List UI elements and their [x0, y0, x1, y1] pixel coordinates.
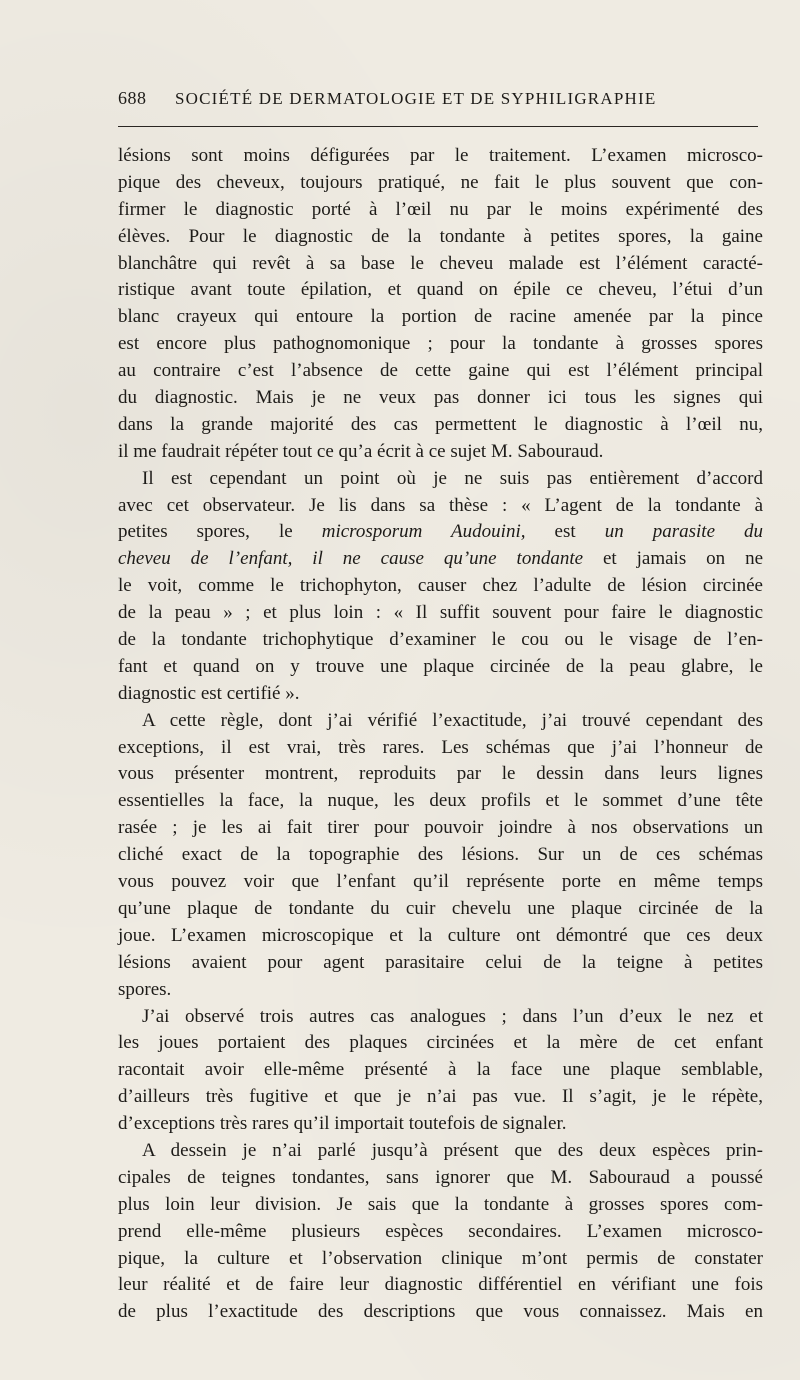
text-line: vous pouvez voir que l’enfant qu’il représente porte en même temps: [118, 871, 763, 893]
text-line: est encore plus pathognomonique ; pour la tondante à grosses spores: [118, 333, 763, 355]
text-line: ristique avant toute épilation, et quand on épile ce cheveu, l’étui d’un: [118, 279, 763, 301]
text-line: A dessein je n’ai parlé jusqu’à présent que des deux espèces prin-: [142, 1139, 763, 1161]
italic-quote: cheveu de l’enfant, il ne cause qu’une tondante: [118, 548, 584, 570]
text-line: de la tondante trichophytique d’examiner le cou ou le visage de l’en-: [118, 629, 763, 651]
text-line: Il est cependant un point où je ne suis pas entièrement d’accord: [142, 467, 763, 489]
text-line: pique des cheveux, toujours pratiqué, ne fait le plus souvent que con-: [118, 171, 763, 193]
text-line: il me faudrait répéter tout ce qu’a écrit à ce sujet M. Sabouraud.: [118, 440, 604, 462]
text-line: spores.: [118, 978, 172, 1000]
text-line: vous présenter montrent, reproduits par le dessin dans leurs lignes: [118, 763, 763, 785]
text-line: J’ai observé trois autres cas analogues ; dans l’un d’eux le nez et: [142, 1005, 763, 1027]
text-line: exceptions, il est vrai, très rares. Les schémas que j’ai l’honneur de: [118, 736, 763, 758]
text-line: lésions avaient pour agent parasitaire celui de la teigne à petites: [118, 951, 763, 973]
italic-species-name: microsporum Audouini,: [321, 521, 526, 543]
text-line-mixed: [118, 519, 763, 546]
text-line: les joues portaient des plaques circinées et la mère de cet enfant: [118, 1032, 763, 1054]
text-line: blanc crayeux qui entoure la portion de racine amenée par la pince: [118, 306, 763, 328]
text-line: leur réalité et de faire leur diagnostic différentiel en vérifiant une fois: [118, 1274, 763, 1296]
text-line: de la peau » ; et plus loin : « Il suffit souvent pour faire le diagnostic: [118, 602, 763, 624]
text-line: cliché exact de la topographie des lésions. Sur un de ces schémas: [118, 844, 763, 866]
running-title: SOCIÉTÉ DE DERMATOLOGIE ET DE SYPHILIGRAPHIE: [175, 89, 657, 108]
text-line: dans la grande majorité des cas permettent le diagnostic à l’œil nu,: [118, 413, 763, 435]
text-line: qu’une plaque de tondante du cuir chevelu une plaque circinée de la: [118, 897, 763, 919]
header-rule: [118, 126, 758, 127]
text-line: d’ailleurs très fugitive et que je n’ai pas vue. Il s’agit, je le répète,: [118, 1086, 763, 1108]
text-line: lésions sont moins défigurées par le traitement. L’examen microsco-: [118, 145, 763, 166]
body-text: [118, 143, 763, 1326]
text-line: prend elle-même plusieurs espèces secondaires. L’examen microsco-: [118, 1220, 763, 1242]
text-line: d’exceptions très rares qu’il importait toutefois de signaler.: [118, 1113, 567, 1135]
text-line: joue. L’examen microscopique et la culture ont démontré que ces deux: [118, 924, 763, 946]
text-line: fant et quand on y trouve une plaque circinée de la peau glabre, le: [118, 655, 763, 677]
text-line: de plus l’exactitude des descriptions que vous connaissez. Mais en: [118, 1301, 763, 1323]
text-line: du diagnostic. Mais je ne veux pas donner ici tous les signes qui: [118, 387, 763, 409]
text-line: au contraire c’est l’absence de cette gaine qui est l’élément principal: [118, 360, 763, 382]
text-line: rasée ; je les ai fait tirer pour pouvoir joindre à nos observations un: [118, 817, 763, 839]
text-line: firmer le diagnostic porté à l’œil nu par le moins expérimenté des: [118, 198, 763, 220]
text-line: blanchâtre qui revêt à sa base le cheveu malade est l’élément caracté-: [118, 252, 763, 274]
text-line-mixed: [118, 546, 763, 573]
text-line: le voit, comme le trichophyton, causer chez l’adulte de lésion circinée: [118, 575, 763, 597]
text-line: diagnostic est certifié ».: [118, 682, 300, 704]
page-header: [118, 88, 758, 114]
text-line: racontait avoir elle-même présenté à la face une plaque semblable,: [118, 1059, 763, 1081]
page-number: 688: [118, 88, 147, 108]
text-fragment: est: [554, 521, 576, 543]
italic-quote: un parasite du: [604, 521, 764, 543]
text-line: cipales de teignes tondantes, sans ignorer que M. Sabouraud a poussé: [118, 1166, 763, 1188]
text-line: plus loin leur division. Je sais que la tondante à grosses spores com-: [118, 1193, 763, 1215]
text-line: A cette règle, dont j’ai vérifié l’exactitude, j’ai trouvé cependant des: [142, 709, 763, 731]
text-line: pique, la culture et l’observation clinique m’ont permis de constater: [118, 1247, 763, 1269]
text-line: élèves. Pour le diagnostic de la tondante à petites spores, la gaine: [118, 225, 763, 247]
text-line: avec cet observateur. Je lis dans sa thèse : « L’agent de la tondante à: [118, 494, 763, 516]
text-fragment: et jamais on ne: [602, 548, 764, 570]
text-fragment: petites spores, le: [118, 521, 293, 543]
text-line: essentielles la face, la nuque, les deux profils et le sommet d’une tête: [118, 790, 763, 812]
